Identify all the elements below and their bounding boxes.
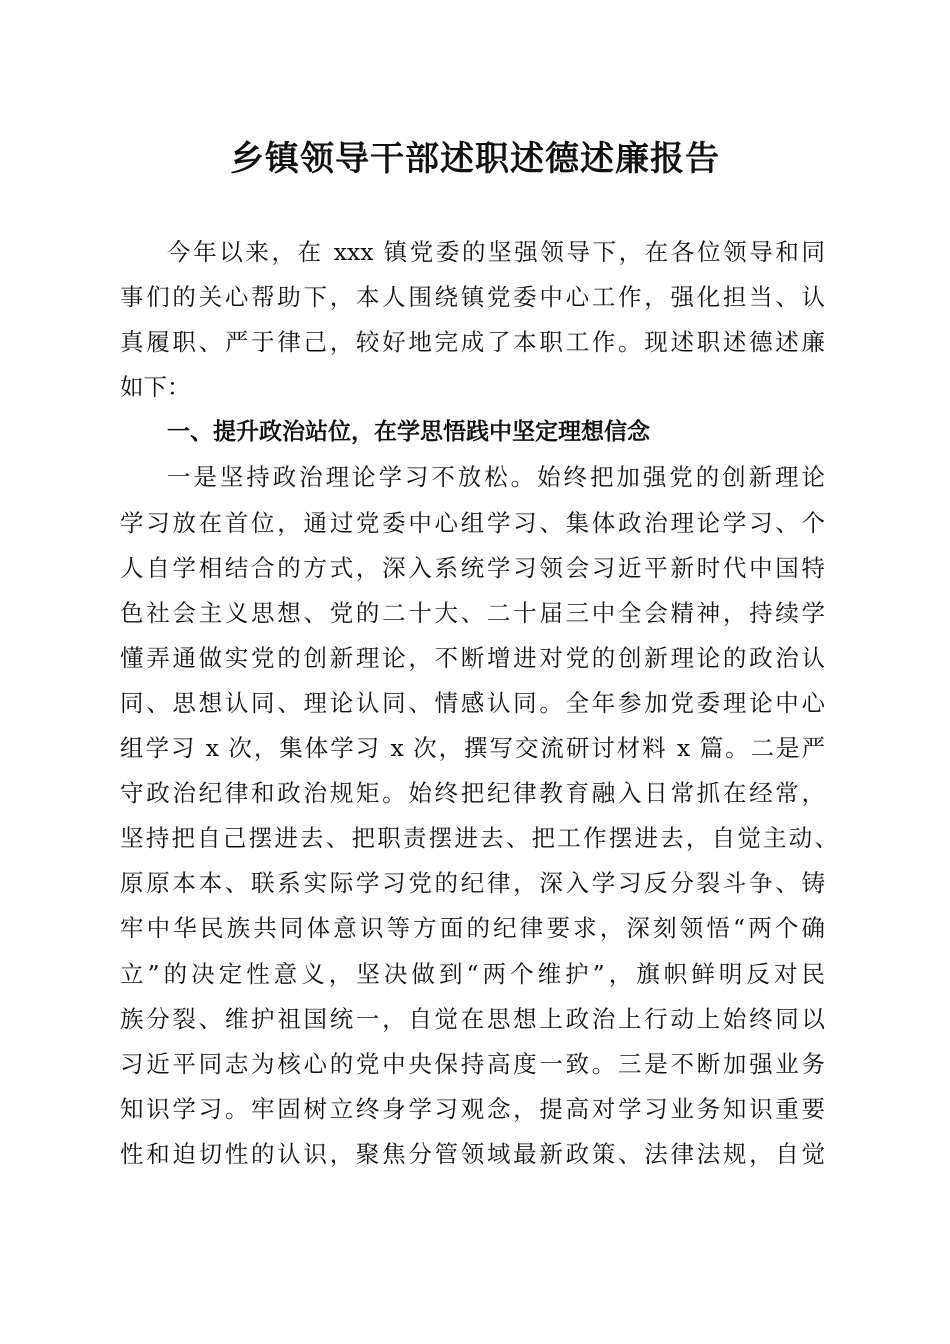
paragraph-line: 今年以来，在 xxx 镇党委的坚强领导下，在各位领导和同 — [167, 238, 825, 266]
paragraph-line: 色社会主义思想、党的二十大、二十届三中全会精神，持续学 — [120, 598, 825, 627]
paragraph-line: 人自学相结合的方式，深入系统学习领会习近平新时代中国特 — [120, 553, 825, 582]
paragraph-line: 知识学习。牢固树立终身学习观念，提高对学习业务知识重要 — [120, 1094, 825, 1123]
document-title: 乡镇领导干部述职述德述廉报告 — [230, 139, 720, 179]
paragraph-line: 真履职、严于律己，较好地完成了本职工作。现述职述德述廉 — [120, 328, 825, 357]
paragraph-line: 同、思想认同、理论认同、情感认同。全年参加党委理论中心 — [120, 688, 825, 717]
paragraph-line: 牢中华民族共同体意识等方面的纪律要求，深刻领悟“两个确 — [120, 914, 825, 943]
paragraph-line: 守政治纪律和政治规矩。始终把纪律教育融入日常抓在经常， — [120, 779, 825, 808]
paragraph-line: 如下： — [120, 373, 191, 402]
paragraph-line: 懂弄通做实党的创新理论，不断增进对党的创新理论的政治认 — [120, 643, 825, 672]
paragraph-line: 一是坚持政治理论学习不放松。始终把加强党的创新理论 — [167, 463, 825, 492]
paragraph-line: 事们的关心帮助下，本人围绕镇党委中心工作，强化担当、认 — [120, 283, 825, 312]
document-body — [120, 230, 838, 1177]
paragraph-line: 组学习 x 次，集体学习 x 次，撰写交流研讨材料 x 篇。二是严 — [120, 734, 825, 763]
paragraph-line: 习近平同志为核心的党中央保持高度一致。三是不断加强业务 — [120, 1049, 825, 1078]
paragraph-line: 坚持把自己摆进去、把职责摆进去、把工作摆进去，自觉主动、 — [120, 824, 838, 853]
paragraph-line: 立”的决定性意义，坚决做到“两个维护”，旗帜鲜明反对民 — [120, 959, 825, 988]
paragraph-line: 学习放在首位，通过党委中心组学习、集体政治理论学习、个 — [120, 508, 825, 537]
section-heading: 一、提升政治站位，在学思悟践中坚定理想信念 — [167, 419, 650, 446]
paragraph-line: 族分裂、维护祖国统一，自觉在思想上政治上行动上始终同以 — [120, 1004, 825, 1033]
paragraph-line: 性和迫切性的认识，聚焦分管领域最新政策、法律法规，自觉 — [120, 1139, 825, 1168]
paragraph-line: 原原本本、联系实际学习党的纪律，深入学习反分裂斗争、铸 — [120, 869, 825, 898]
